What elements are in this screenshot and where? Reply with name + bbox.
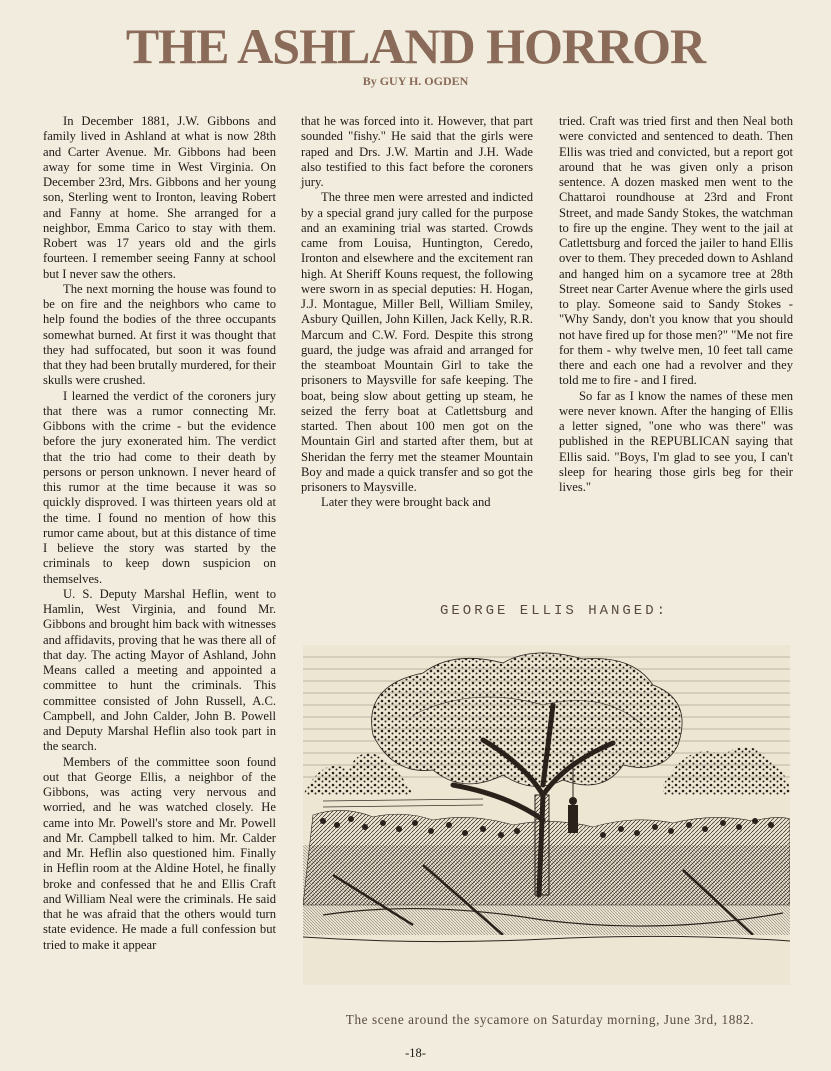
paragraph: Later they were brought back and: [321, 495, 491, 510]
paragraph: U. S. Deputy Marshal Heflin, went to Hamlin, West Virginia, and found Mr. Gibbons and brought him back with witnesses and affidavits, proving that he was there all of that day. The acting Mayor of Ashland, John Means called a meeting and appointed a committee to hunt the criminals. This committee consisted of John Russell, A.C. Campbell, and John Calder, John B. Powell and Deputy Marshal Heflin also took part in the search.: [43, 586, 276, 754]
text-column-3: [559, 114, 793, 495]
paragraph: The next morning the house was found to be on fire and the neighbors who came to help found the bodies of the three occupants somewhat burned. At first it was thought that they had suffocated, but soon it was found that they had been brutally murdered, for their skulls were crushed.: [43, 281, 276, 388]
illustration-headline: GEORGE ELLIS HANGED:: [439, 603, 669, 619]
paragraph: So far as I know the names of these men were never known. After the hanging of Ellis a letter signed, "one who was there" was published in the REPUBLICAN saying that Ellis said. "Boys, I'm glad to see you, I can't sleep for hearing those girls beg for their lives.": [559, 388, 793, 494]
text-column-1: [43, 114, 276, 953]
paragraph: I learned the verdict of the coroners jury that there was a rumor connecting Mr. Gibbons with the crime - but the evidence before the jury exonerated him. The verdict that the trio had come to their death by persons or person unknown. I never heard of this rumor at the time because it was so quickly disproved. I was thirteen years old at the time. I found no mention of how this rumor came about, but at this distance of time I believe the story was started by the criminals to keep down suspicion on themselves.: [43, 388, 276, 586]
paragraph: In December 1881, J.W. Gibbons and family lived in Ashland at what is now 28th and Carter Avenue. Mr. Gibbons had been away for some time in West Virginia. On December 23rd, Mrs. Gibbons and her young son, Sterling went to Ironton, leaving Robert and Fanny at home. She arranged for a neighbor, Emma Carico to stay with them. Robert was 17 years old and the girls fourteen. I remember seeing Fanny at school but I never saw the others.: [43, 114, 276, 281]
illustration-caption: The scene around the sycamore on Saturday morning, June 3rd, 1882.: [345, 1012, 755, 1027]
paragraph-continued: that he was forced into it. However, that part sounded "fishy." He said that the girls were raped and Drs. J.W. Martin and J.H. Wade also testified to this fact before the coroners jury.: [301, 114, 533, 189]
paragraph-continued: tried. Craft was tried first and then Neal both were convicted and sentenced to death. Then Ellis was tried and convicted, but a report got around that he was given only a prison sentence. A dozen masked men went to the Chattaroi roundhouse at 23rd and Front Street, and made Sandy Stokes, the watchman to fire up the engine. They went to the jail at Catlettsburg and forced the jailer to hand Ellis over to them. They preceded down to Ashland and hanged him on a sycamore tree at 28th Street near Carter Avenue where the girls used to play. Someone said to Sandy Stokes - "Why Sandy, don't you know that you should not have fired up for those men?" "Me not fire for them - why twelve men, 10 feet tall came there and each one had a revolver and they told me to fire - and I fired.: [559, 114, 793, 388]
paragraph: The three men were arrested and indicted by a special grand jury called for the purpose and an examining trial was started. Crowds came from Louisa, Huntington, Ceredo, Ironton and elsewhere and the excitement ran high. At Sheriff Kouns request, the following were sworn in as special deputies: H. Hogan, J.J. Montague, Miller Bell, William Smiley, Asbury Quillen, John Killen, Jack Kelly, R.R. Marcum and C.W. Ford. Despite this strong guard, the judge was afraid and arranged for the steamboat Mountain Girl to take the prisoners to Maysville for safe keeping. The boat, being slow about getting up steam, he seized the ferry boat at Catlettsburg and started. Then about 100 men got on the Mountain Girl and started after them, but at Sheridan the ferry met the steamer Mountain Boy and made a quick transfer and so got the prisoners to Maysville.: [301, 190, 533, 494]
paragraph: Members of the committee soon found out that George Ellis, a neighbor of the Gibbons, was acting very nervous and worried, and he was watched closely. He came into Mr. Powell's store and Mr. Powell and Mr. Campbell talked to him. Mr. Calder and Mr. Heflin also questioned him. Finally in Heflin room at the Aldine Hotel, he finally broke and confessed that he and Ellis Craft and William Neal were the criminals. He said that he was afraid that the others would turn state evidence. He made a full confession but tried to make it appear: [43, 754, 276, 952]
page-number: -18-: [405, 1046, 426, 1060]
article-byline: By GUY H. OGDEN: [362, 74, 469, 88]
text-column-2: [301, 114, 533, 511]
article-title: THE ASHLAND HORROR: [125, 18, 706, 74]
hanging-scene-engraving: [303, 645, 790, 985]
